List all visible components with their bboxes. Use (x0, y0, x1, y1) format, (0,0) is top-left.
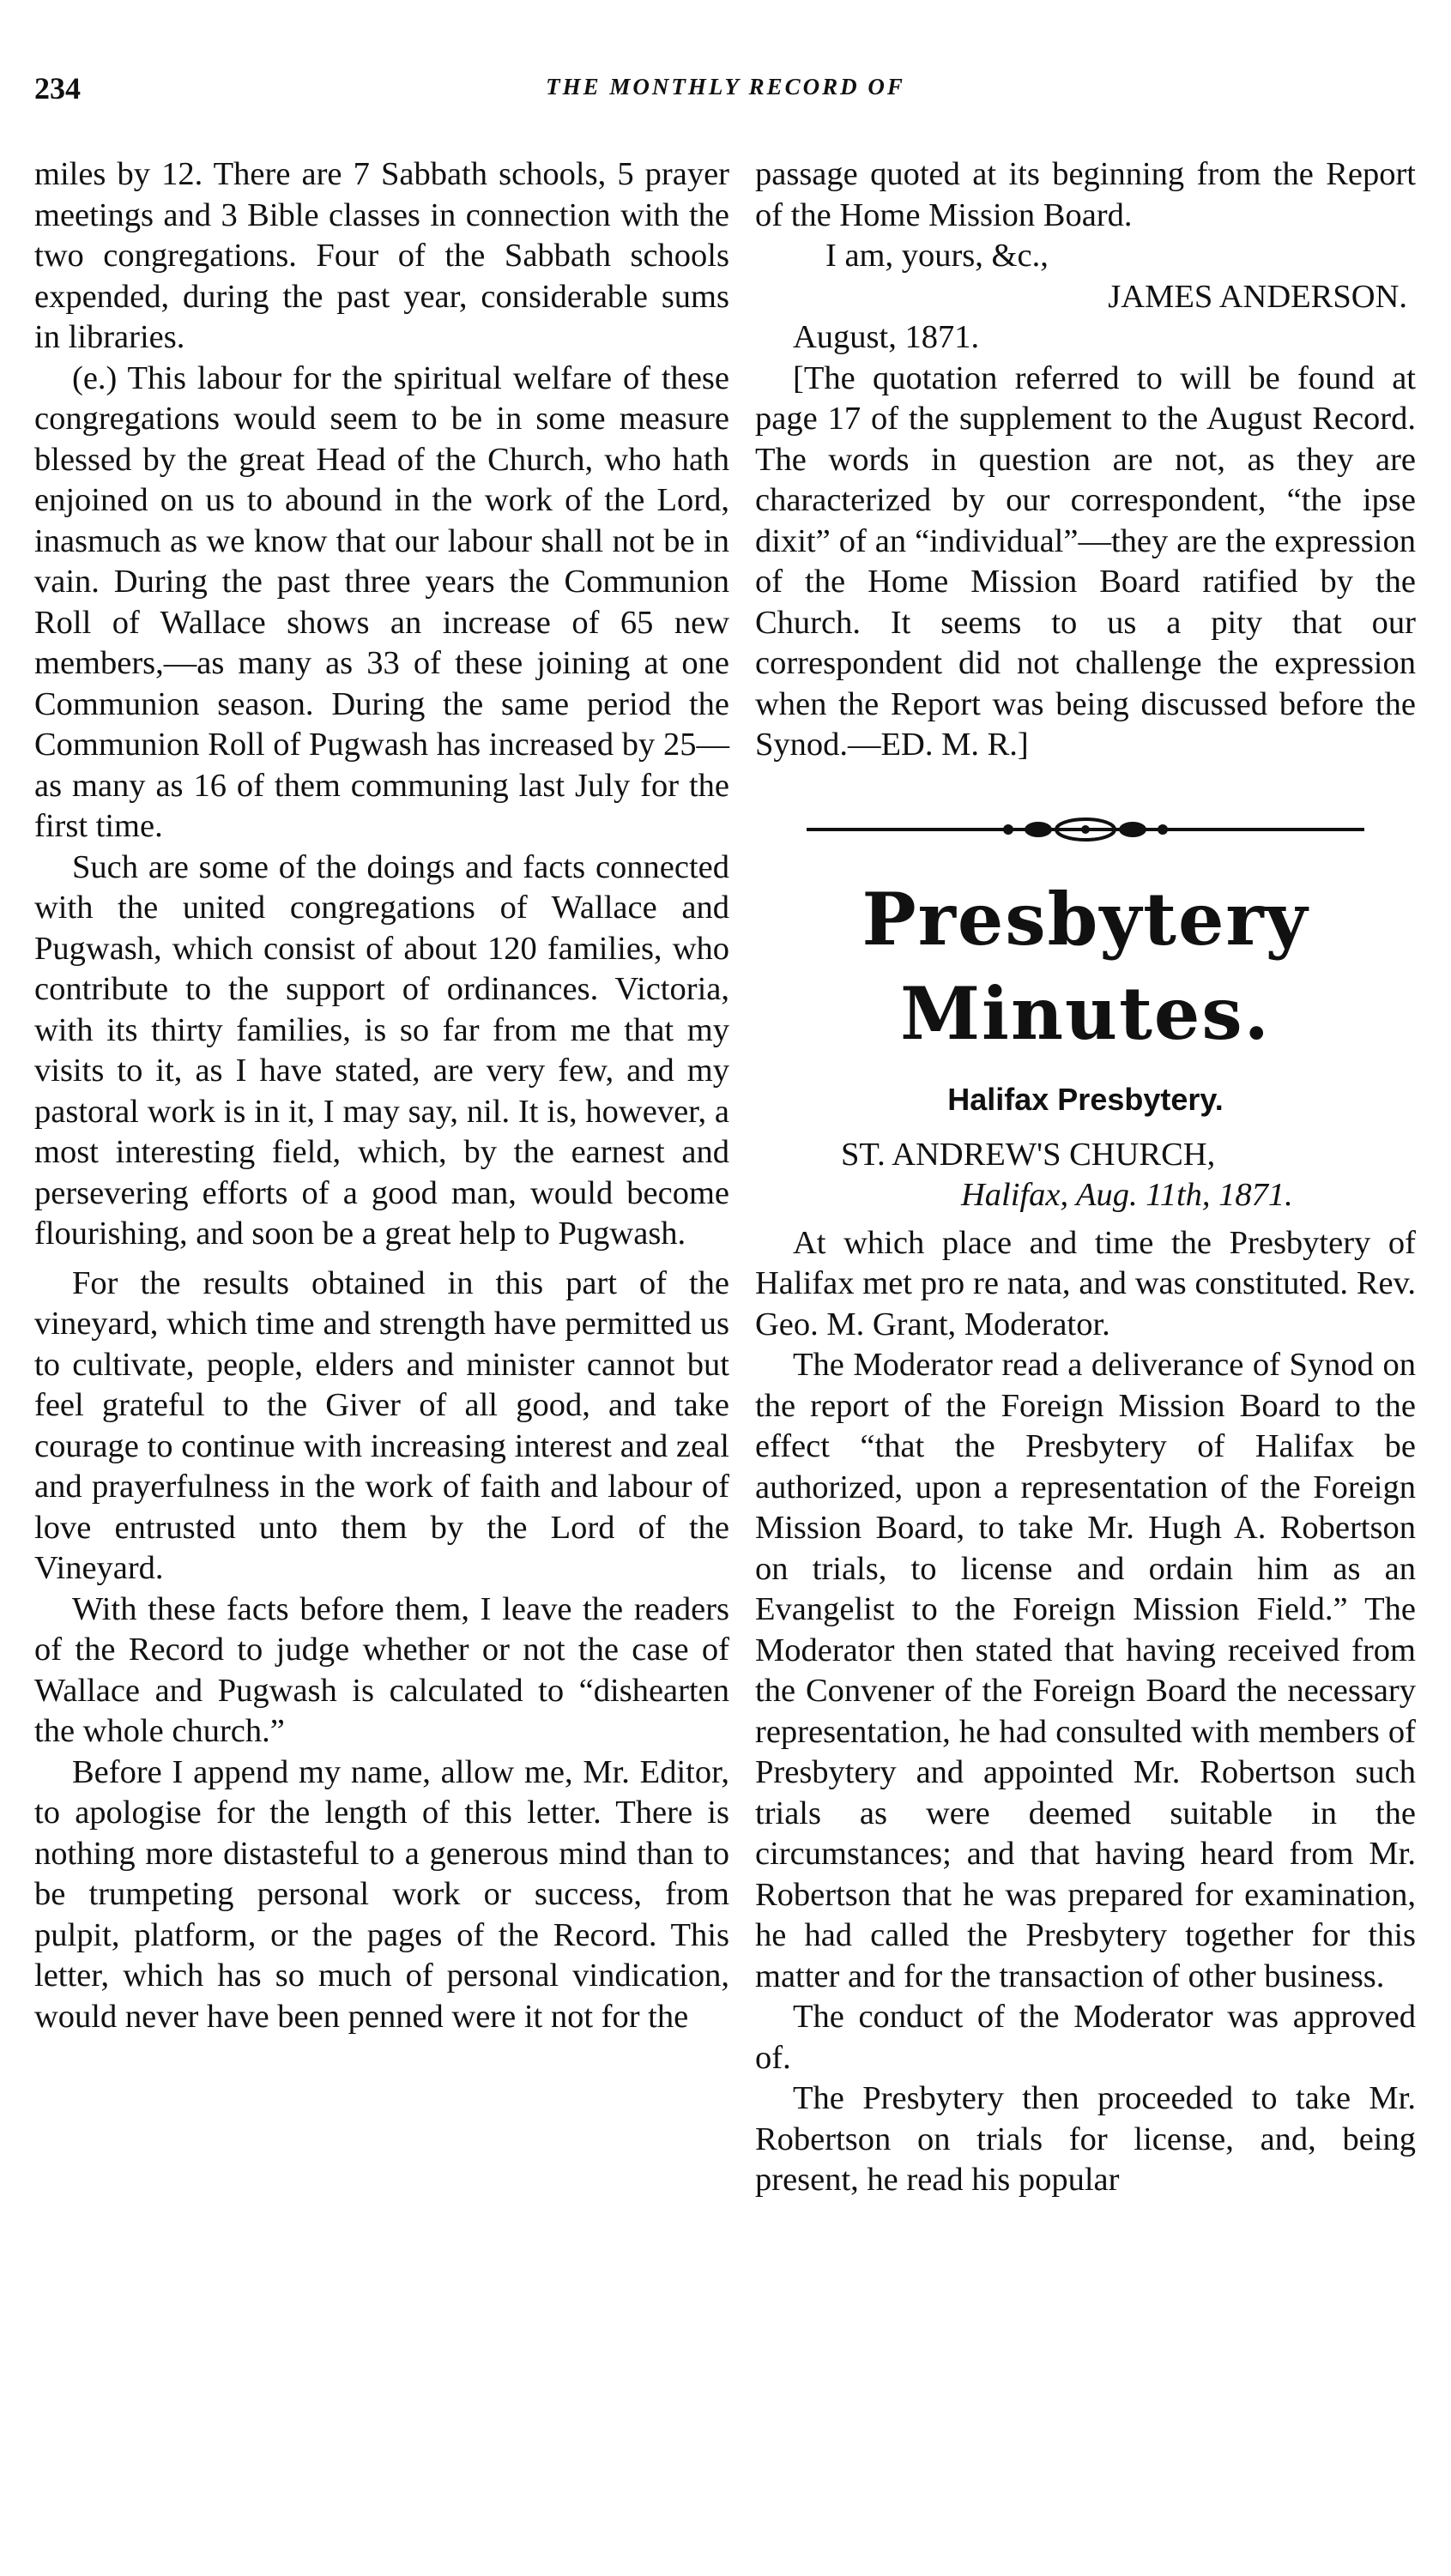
letter-date: August, 1871. (793, 319, 980, 355)
page-number: 234 (34, 71, 81, 106)
minutes-paragraph-4: The Presbytery then proceeded to take Mr. Robertson on trials for license, and, being present, he read his popular (755, 2080, 1416, 2198)
sub-heading: Halifax Presbytery. (947, 1081, 1224, 1117)
left-paragraph-3: Such are some of the doings and facts connected with the united congregations of Wallace and Pugwash, which consist of about 120 families, who contribute to the support of ordinances. Victoria, with its thirty families, is so far from me that my visits to it, as I have stated, are very few, and my pastoral work is in it, I may say, nil. It is, however, a most interesting field, which, by the earnest and persevering efforts of a good man, would become flourishing, and soon be a great help to Pugwash. (34, 848, 729, 1252)
letter-continuation: passage quoted at its beginning from the Report of the Home Mission Board. (755, 156, 1416, 233)
meeting-place-date (755, 1135, 1416, 1216)
minutes-paragraph-1: At which place and time the Presbytery of Halifax met pro re nata, and was constituted. Rev. Geo. M. Grant, Moderator. (755, 1224, 1416, 1342)
editor-note: [The quotation referred to will be found at page 17 of the supplement to the August Record. The words in question are not, as they are characterized by our correspondent, “the ipse dixit” of an “individual”—they are the expression of the Home Mission Board ratified by the Church. It seems to us a pity that our correspondent did not challenge the expression when the Report was being discussed before the Synod.—ED. M. R.] (755, 359, 1416, 763)
minutes-paragraph-3: The conduct of the Moderator was approved of. (755, 1999, 1416, 2076)
minutes-paragraph-2: The Moderator read a deliverance of Synod on the report of the Foreign Mission Board to the effect “that the Presbytery of Halifax be authorized, upon a representation of the Foreign Mission Board, to take Mr. Hugh A. Robertson on trials, to license and ordain him as an Evangelist to the Foreign Mission Field.” The Moderator then stated that having received from the Convener of the Foreign Board the necessary representation, he had consulted with members of Presbytery and appointed Mr. Robertson such trials as were deemed suitable in the circumstances; and that having heard from Mr. Robertson that he was prepared for examination, he had called the Presbytery together for this matter and for the transaction of other business. (755, 1347, 1416, 1994)
left-paragraph-6: Before I append my name, allow me, Mr. Editor, to apologise for the length of this letter. There is nothing more distasteful to a generous mind than to be trumpeting personal work or success, from pulpit, platform, or the pages of the Record. This letter, which has so much of personal vindication, would never have been penned were it not for the (34, 1753, 729, 2035)
right-column (755, 154, 1416, 2201)
left-column (34, 154, 729, 2037)
left-paragraph-1: miles by 12. There are 7 Sabbath schools, 5 prayer meetings and 3 Bible classes in connection with the two congregations. Four of the Sabbath schools expended, during the past year, considerable sums in libraries. (34, 156, 729, 355)
letter-closing (755, 236, 1416, 359)
section-heading: Presbytery Minutes. (862, 876, 1309, 1056)
meeting-place: ST. ANDREW'S CHURCH, (841, 1136, 1216, 1173)
left-paragraph-2: (e.) This labour for the spiritual welfare of these congregations would seem to be in some measure blessed by the great Head of the Church, who hath enjoined on us to abound in the work of the Lord, inasmuch as we know that our labour shall not be in vain. During the past three years the Communion Roll of Wallace shows an increase of 65 new members,—as many as 33 of these joining at one Communion season. During the same period the Communion Roll of Pugwash has increased by 25—as many as 16 of them communing last July for the first time. (34, 359, 729, 844)
journal-title: THE MONTHLY RECORD OF (546, 74, 905, 100)
decorative-rule-icon (807, 812, 1364, 847)
signature: JAMES ANDERSON. (1108, 278, 1407, 315)
left-paragraph-5: With these facts before them, I leave the readers of the Record to judge whether or not the case of Wallace and Pugwash is calculated to “dishearten the whole church.” (34, 1590, 729, 1749)
left-paragraph-4: For the results obtained in this part of the vineyard, which time and strength have permitted us to cultivate, people, elders and minister cannot but feel grateful to the Giver of all good, and take courage to continue with increasing interest and zeal and prayerfulness in the work of faith and labour of love entrusted unto them by the Lord of the Vineyard. (34, 1264, 729, 1586)
closing-salutation: I am, yours, &c., (825, 238, 1049, 274)
meeting-date: Halifax, Aug. 11th, 1871. (961, 1177, 1293, 1213)
running-head (34, 70, 1417, 113)
